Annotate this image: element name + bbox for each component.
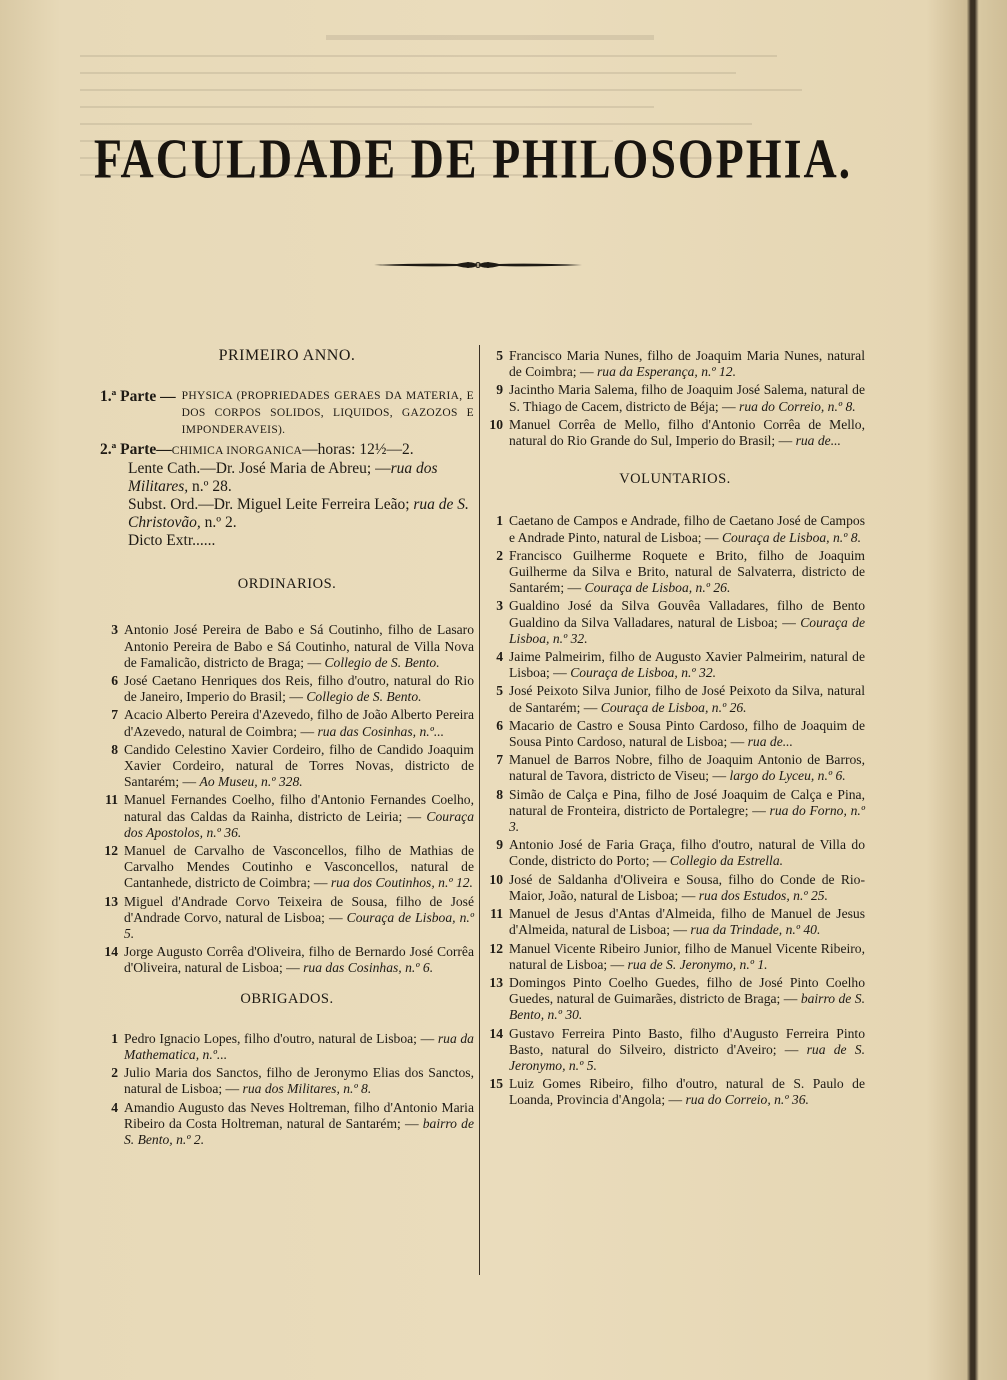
entry-address: rua dos Estudos, n.º 25. <box>698 887 828 903</box>
right-column <box>485 340 865 1111</box>
ordinario-entry <box>100 707 474 739</box>
entry-text: Manuel de Barros Nobre, filho de Joaquim Antonio de Barros, natural de Tavora, districto de Viseu; — <box>509 752 865 784</box>
entry-number: 8 <box>496 786 503 802</box>
entry-address: Couraça dos Apostolos, n.º 36. <box>124 808 474 840</box>
entry-number: 11 <box>105 792 118 808</box>
voluntario-entry <box>485 975 865 1024</box>
column-rule <box>479 345 480 1275</box>
entry-number: 10 <box>489 416 503 432</box>
entry-address: Couraça de Lisboa, n.º 26. <box>584 580 731 596</box>
entry-address: largo do Lyceu, n.º 6. <box>729 768 846 784</box>
entry-text: Jacintho Maria Salema, filho de Joaquim José Salema, natural de S. Thiago de Cacem, districto de Béja; — <box>509 382 865 414</box>
entry-number: 3 <box>496 598 503 614</box>
entry-text: Amandio Augusto das Neves Holtreman, filho d'Antonio Maria Ribeiro da Costa Holtreman, natural de Santarém; — <box>124 1099 474 1131</box>
ordinario-entry <box>100 894 474 943</box>
entry-text: Manuel Vicente Ribeiro Junior, filho de Manuel Vicente Ribeiro, natural de Lisboa; — <box>509 940 865 972</box>
ordinario-entry <box>100 673 474 705</box>
entry-address: Ao Museu, n.º 328. <box>199 774 303 790</box>
entry-number: 4 <box>111 1099 118 1115</box>
voluntario-entry <box>485 872 865 904</box>
lente-cath-address: rua dos Militares, <box>128 460 438 496</box>
voluntario-entry <box>485 837 865 869</box>
voluntario-entry <box>485 718 865 750</box>
section-heading-ordinarios: ORDINARIOS. <box>237 576 337 593</box>
obrigados-continued-list <box>485 348 865 449</box>
entry-text: Manuel Fernandes Coelho, filho d'Antonio Fernandes Coelho, natural das Caldas da Rainha, districto de Leiria; — <box>124 792 474 824</box>
parte-1 <box>100 388 474 439</box>
entry-number: 7 <box>496 752 503 768</box>
entry-address: Couraça de Lisboa, n.º 26. <box>600 699 747 715</box>
entry-address: Collegio da Estrella. <box>669 853 784 869</box>
entry-text: Acacio Alberto Pereira d'Azevedo, filho de João Alberto Pereira d'Azevedo, natural de Coimbra; — <box>124 707 474 739</box>
parte-1-subject: PHYSICA (PROPRIEDADES GERAES DA MATERIA, E DOS CORPOS SOLIDOS, LIQUIDOS, GAZOZOS E IMPONDERAVEIS). <box>181 390 474 437</box>
entry-address: Couraça de Lisboa, n.º 8. <box>721 529 861 545</box>
entry-address: Collegio de S. Bento. <box>306 689 422 705</box>
entry-text: Antonio José de Faria Graça, filho d'outro, natural de Villa do Conde, districto do Porto; — <box>509 837 865 869</box>
entry-text: Antonio José Pereira de Babo e Sá Coutinho, filho de Lasaro Antonio Pereira de Babo e Sá Coutinho, natural de Villa Nova de Famalicão, districto de Braga; — <box>124 622 474 670</box>
entry-address: Couraça de Lisboa, n.º 32. <box>570 665 717 681</box>
entry-text: Caetano de Campos e Andrade, filho de Caetano José de Campos e Andrade Pinto, natural de Lisboa; — <box>509 513 865 545</box>
subst-ord-number: n.º 2. <box>200 514 237 532</box>
entry-address: rua de... <box>747 734 793 750</box>
section-heading-obrigados: OBRIGADOS. <box>240 990 334 1007</box>
entry-number: 13 <box>104 893 118 909</box>
entry-address: rua de S. Jeronymo, n.º 1. <box>627 956 768 972</box>
obrigado-entry <box>100 1100 474 1149</box>
entry-address: rua da Trindade, n.º 40. <box>690 922 821 938</box>
entry-text: Manuel de Carvalho de Vasconcellos, filho de Mathias de Carvalho Mendes Coutinho e Vasconcellos, natural de Cantanhede, districto de Coimbra; — <box>124 843 474 891</box>
parte-2-subject: CHIMICA INORGANICA <box>171 445 303 458</box>
entry-number: 9 <box>496 382 503 398</box>
entry-address: rua da Esperança, n.º 12. <box>596 364 736 380</box>
entry-number: 14 <box>104 944 118 960</box>
entry-text: Miguel d'Andrade Corvo Teixeira de Sousa, filho de José d'Andrade Corvo, natural de Lisboa; — <box>124 893 474 925</box>
entry-number: 10 <box>489 871 503 887</box>
entry-text: Luiz Gomes Ribeiro, filho d'outro, natural de S. Paulo de Loanda, Provincia d'Angola; — <box>509 1076 865 1108</box>
voluntario-entry <box>485 598 865 647</box>
entry-number: 8 <box>111 741 118 757</box>
subst-ord-address: rua de S. Christovão, <box>128 496 469 532</box>
entry-address: rua das Cosinhas, n.º 6. <box>303 960 434 976</box>
entry-address: rua de S. Jeronymo, n.º 5. <box>509 1041 865 1073</box>
entry-address: Couraça de Lisboa, n.º 32. <box>509 614 866 646</box>
voluntario-entry <box>485 787 865 836</box>
entry-number: 6 <box>496 717 503 733</box>
entry-number: 4 <box>496 649 503 665</box>
parte-1-label: 1.ª Parte — <box>100 388 176 406</box>
dicto-extr: Dicto Extr...... <box>128 532 216 550</box>
entry-number: 15 <box>489 1076 503 1092</box>
entry-text: Candido Celestino Xavier Cordeiro, filho de Candido Joaquim Xavier Cordeiro, natural de Torres Novas, districto de Santarém; — <box>124 741 474 790</box>
lente-cath-number: n.º 28. <box>188 478 232 496</box>
entry-text: Gustavo Ferreira Pinto Basto, filho d'Augusto Ferreira Pinto Basto, natural do Silveiro, districto d'Aveiro; — <box>509 1025 865 1057</box>
entry-address: rua do Correio, n.º 36. <box>685 1092 809 1108</box>
entry-text: Pedro Ignacio Lopes, filho d'outro, natural de Lisboa; — <box>124 1030 435 1046</box>
entry-address: rua das Cosinhas, n.º... <box>317 723 445 739</box>
entry-text: Julio Maria dos Sanctos, filho de Jeronymo Elias dos Sanctos, natural de Lisboa; — <box>124 1065 474 1097</box>
subst-ord <box>128 496 474 532</box>
ordinario-entry <box>100 622 474 671</box>
ordinario-entry <box>100 742 474 791</box>
entry-text: Simão de Calça e Pina, filho de José Joaquim de Calça e Pina, natural de Fronteira, districto de Portalegre; — <box>509 786 865 818</box>
entry-number: 11 <box>490 906 503 922</box>
ornamental-divider <box>372 257 584 273</box>
parte-2 <box>100 441 474 460</box>
section-heading-voluntarios: VOLUNTARIOS. <box>619 471 731 488</box>
entry-number: 2 <box>496 547 503 563</box>
voluntario-entry <box>485 649 865 681</box>
entry-text: José Peixoto Silva Junior, filho de José Peixoto da Silva, natural de Santarém; — <box>509 683 865 715</box>
entry-address: bairro de S. Bento, n.º 2. <box>124 1115 474 1148</box>
entry-number: 5 <box>496 348 503 363</box>
entry-text: Domingos Pinto Coelho Guedes, filho de José Pinto Coelho Guedes, natural de Guimarães, districto de Braga; — <box>509 974 865 1007</box>
lente-cath-name: Lente Cath.—Dr. José Maria de Abreu; — <box>128 460 391 478</box>
voluntario-entry <box>485 548 865 597</box>
obrigado-entry <box>100 1031 474 1063</box>
ordinarios-list <box>100 622 474 976</box>
page-title: FACULDADE DE PHILOSOPHIA. <box>93 127 853 190</box>
entry-number: 6 <box>111 673 118 689</box>
entry-number: 13 <box>489 974 503 990</box>
entry-number: 1 <box>111 1030 118 1046</box>
obrigado-entry <box>485 348 865 380</box>
section-heading-primeiro-anno: PRIMEIRO ANNO. <box>218 347 356 364</box>
entry-text: Francisco Maria Nunes, filho de Joaquim Maria Nunes, natural de Coimbra; — <box>509 348 865 380</box>
entry-number: 5 <box>496 683 503 699</box>
obrigado-entry <box>485 417 865 449</box>
entry-text: José Caetano Henriques dos Reis, filho d'outro, natural do Rio de Janeiro, Imperio do Brasil; — <box>124 673 474 705</box>
voluntario-entry <box>485 513 865 545</box>
entry-address: Couraça de Lisboa, n.º 5. <box>124 909 474 942</box>
entry-address: rua do Forno, n.º 3. <box>509 802 865 835</box>
voluntario-entry <box>485 906 865 938</box>
ordinario-entry <box>100 792 474 841</box>
subst-ord-name: Subst. Ord.—Dr. Miguel Leite Ferreira Leão; <box>128 496 410 514</box>
voluntario-entry <box>485 941 865 973</box>
ordinario-entry <box>100 843 474 892</box>
entry-text: José de Saldanha d'Oliveira e Sousa, filho do Conde de Rio-Maior, João, natural de Lisboa; — <box>509 871 865 903</box>
entry-text: Jorge Augusto Corrêa d'Oliveira, filho de Bernardo José Corrêa d'Oliveira, natural de Lisboa; — <box>124 944 474 976</box>
lente-cath <box>128 460 474 496</box>
ordinario-entry <box>100 944 474 976</box>
voluntario-entry <box>485 752 865 784</box>
entry-number: 12 <box>104 843 118 859</box>
entry-text: Manuel Corrêa de Mello, filho d'Antonio Corrêa de Mello, natural do Rio Grande do Sul, Imperio do Brasil; — <box>509 416 865 449</box>
voluntario-entry <box>485 683 865 715</box>
entry-number: 1 <box>496 513 503 529</box>
entry-number: 14 <box>489 1025 503 1041</box>
entry-text: Manuel de Jesus d'Antas d'Almeida, filho de Manuel de Jesus d'Almeida, natural de Lisboa; — <box>509 906 865 938</box>
parte-2-hours: —horas: 12½—2. <box>302 441 414 459</box>
entry-address: Collegio de S. Bento. <box>324 654 440 670</box>
voluntario-entry <box>485 1026 865 1075</box>
left-column <box>100 340 474 1150</box>
entry-number: 9 <box>496 837 503 853</box>
entry-text: Francisco Guilherme Roquete e Brito, filho de Joaquim Guilherme da Silva e Brito, natural de Salvaterra, districto de Santarém; — <box>509 547 865 596</box>
parte-2-label: 2.ª Parte— <box>100 441 172 459</box>
entry-number: 3 <box>111 622 118 638</box>
voluntario-entry <box>485 1076 865 1108</box>
entry-text: Macario de Castro e Sousa Pinto Cardoso, filho de Joaquim de Sousa Pinto Cardoso, natural de Lisboa; — <box>509 717 865 750</box>
entry-address: rua da Mathematica, n.º... <box>124 1030 474 1063</box>
obrigado-entry <box>485 382 865 414</box>
obrigado-entry <box>100 1065 474 1097</box>
entry-address: rua dos Coutinhos, n.º 12. <box>330 875 473 891</box>
voluntarios-list <box>485 513 865 1108</box>
entry-address: rua de... <box>795 433 841 449</box>
entry-address: rua do Correio, n.º 8. <box>739 398 856 414</box>
entry-number: 12 <box>489 940 503 956</box>
entry-text: Jaime Palmeirim, filho de Augusto Xavier Palmeirim, natural de Lisboa; — <box>509 649 865 681</box>
entry-number: 2 <box>111 1065 118 1081</box>
entry-address: bairro de S. Bento, n.º 30. <box>509 991 865 1023</box>
obrigados-list <box>100 1031 474 1148</box>
entry-text: Gualdino José da Silva Gouvêa Valladares, filho de Bento Gualdino da Silva Valladares, natural de Lisboa; — <box>509 598 865 630</box>
entry-number: 7 <box>111 707 118 723</box>
entry-address: rua dos Militares, n.º 8. <box>242 1081 372 1097</box>
